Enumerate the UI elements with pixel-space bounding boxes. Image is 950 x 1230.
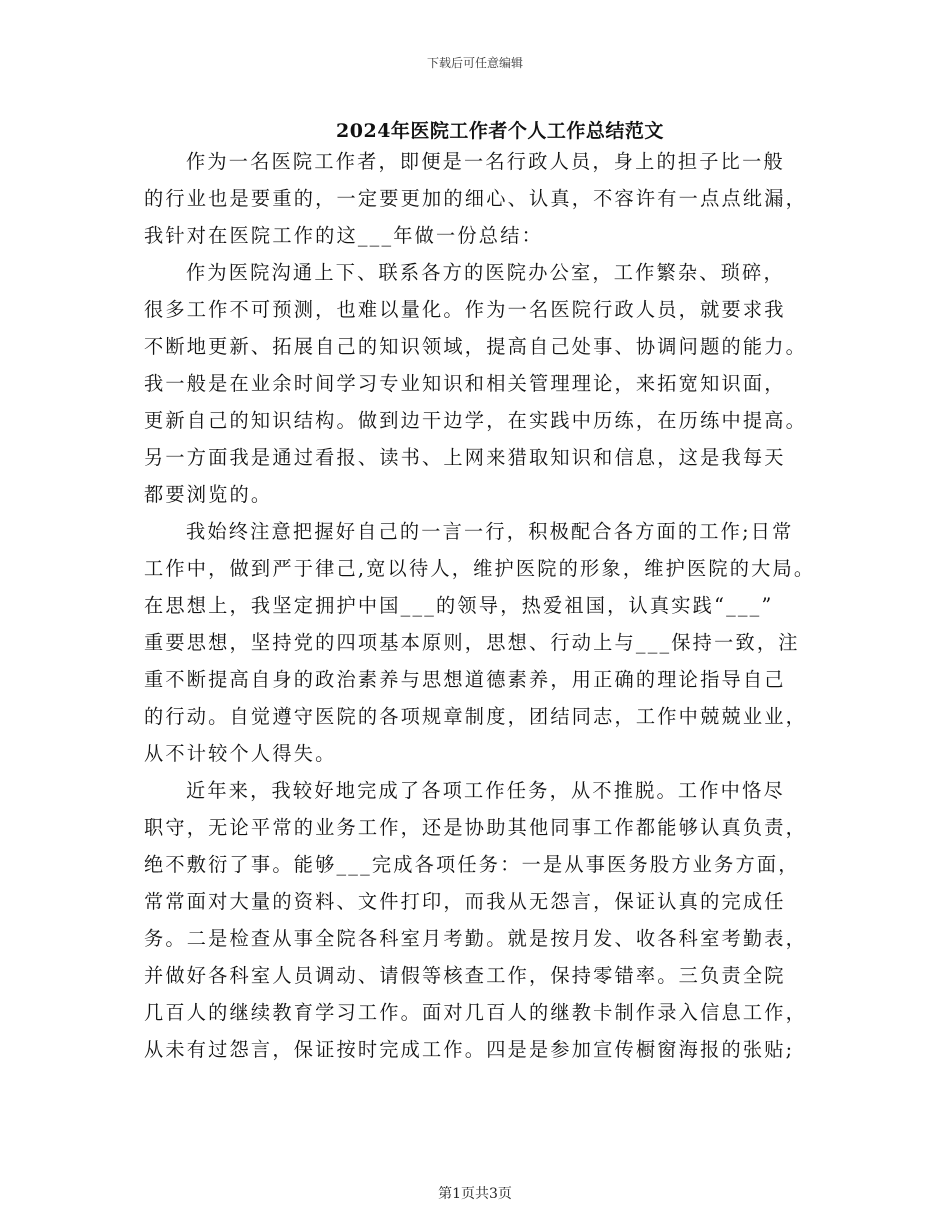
paragraph-line: 从未有过怨言，保证按时完成工作。四是是参加宣传橱窗海报的张贴; <box>144 1038 795 1061</box>
document-title: 2024年医院工作者个人工作总结范文 <box>336 120 664 142</box>
paragraph-line: 常常面对大量的资料、文件打印，而我从无怨言，保证认真的完成任 <box>144 890 786 913</box>
paragraph-line: 更新自己的知识结构。做到边干边学，在实践中历练，在历练中提高。 <box>144 409 808 432</box>
paragraph-line: 近年来，我较好地完成了各项工作任务，从不推脱。工作中恪尽 <box>186 779 785 802</box>
paragraph-line: 重要思想，坚持党的四项基本原则，思想、行动上与___保持一致，注 <box>144 631 800 654</box>
paragraph-line: 作为一名医院工作者，即便是一名行政人员，身上的担子比一般 <box>186 150 785 173</box>
paragraph-line: 作为医院沟通上下、联系各方的医院办公室，工作繁杂、琐碎， <box>186 261 785 284</box>
paragraph-line: 在思想上，我坚定拥护中国___的领导，热爱祖国，认真实践“___” <box>144 594 774 617</box>
paragraph-line: 的行业也是要重的，一定要更加的细心、认真，不容许有一点点纰漏， <box>144 187 808 210</box>
paragraph-line: 另一方面我是通过看报、读书、上网来猎取知识和信息，这是我每天 <box>144 446 786 469</box>
paragraph-line: 我一般是在业余时间学习专业知识和相关管理理论，来拓宽知识面， <box>144 372 786 395</box>
paragraph-line: 我始终注意把握好自己的一言一行，积极配合各方面的工作;日常 <box>186 520 794 543</box>
paragraph-line: 务。二是检查从事全院各科室月考勤。就是按月发、收各科室考勤表， <box>144 927 808 950</box>
paragraph-line: 并做好各科室人员调动、请假等核查工作，保持零错率。三负责全院 <box>144 964 786 987</box>
paragraph-line: 绝不敷衍了事。能够___完成各项任务：一是从事医务股方业务方面， <box>144 853 800 876</box>
paragraph-line: 工作中，做到严于律己,宽以待人，维护医院的形象，维护医院的大局。 <box>144 557 816 580</box>
paragraph-line: 不断地更新、拓展自己的知识领域，提高自己处事、协调问题的能力。 <box>144 335 808 358</box>
paragraph-line: 很多工作不可预测，也难以量化。作为一名医院行政人员，就要求我 <box>144 298 786 321</box>
paragraph-line: 我针对在医院工作的这___年做一份总结： <box>144 224 543 247</box>
paragraph-line: 从不计较个人得失。 <box>144 742 337 765</box>
paragraph-line: 重不断提高自身的政治素养与思想道德素养，用正确的理论指导自己 <box>144 668 786 691</box>
paragraph-line: 职守，无论平常的业务工作，还是协助其他同事工作都能够认真负责， <box>144 816 808 839</box>
paragraph-line: 都要浏览的。 <box>144 483 273 506</box>
page-number: 第1页共3页 <box>438 1186 512 1202</box>
page-header: 下载后可任意编辑 <box>426 56 523 70</box>
paragraph-line: 的行动。自觉遵守医院的各项规章制度，团结同志，工作中兢兢业业， <box>144 705 808 728</box>
paragraph-line: 几百人的继续教育学习工作。面对几百人的继教卡制作录入信息工作， <box>144 1001 808 1024</box>
